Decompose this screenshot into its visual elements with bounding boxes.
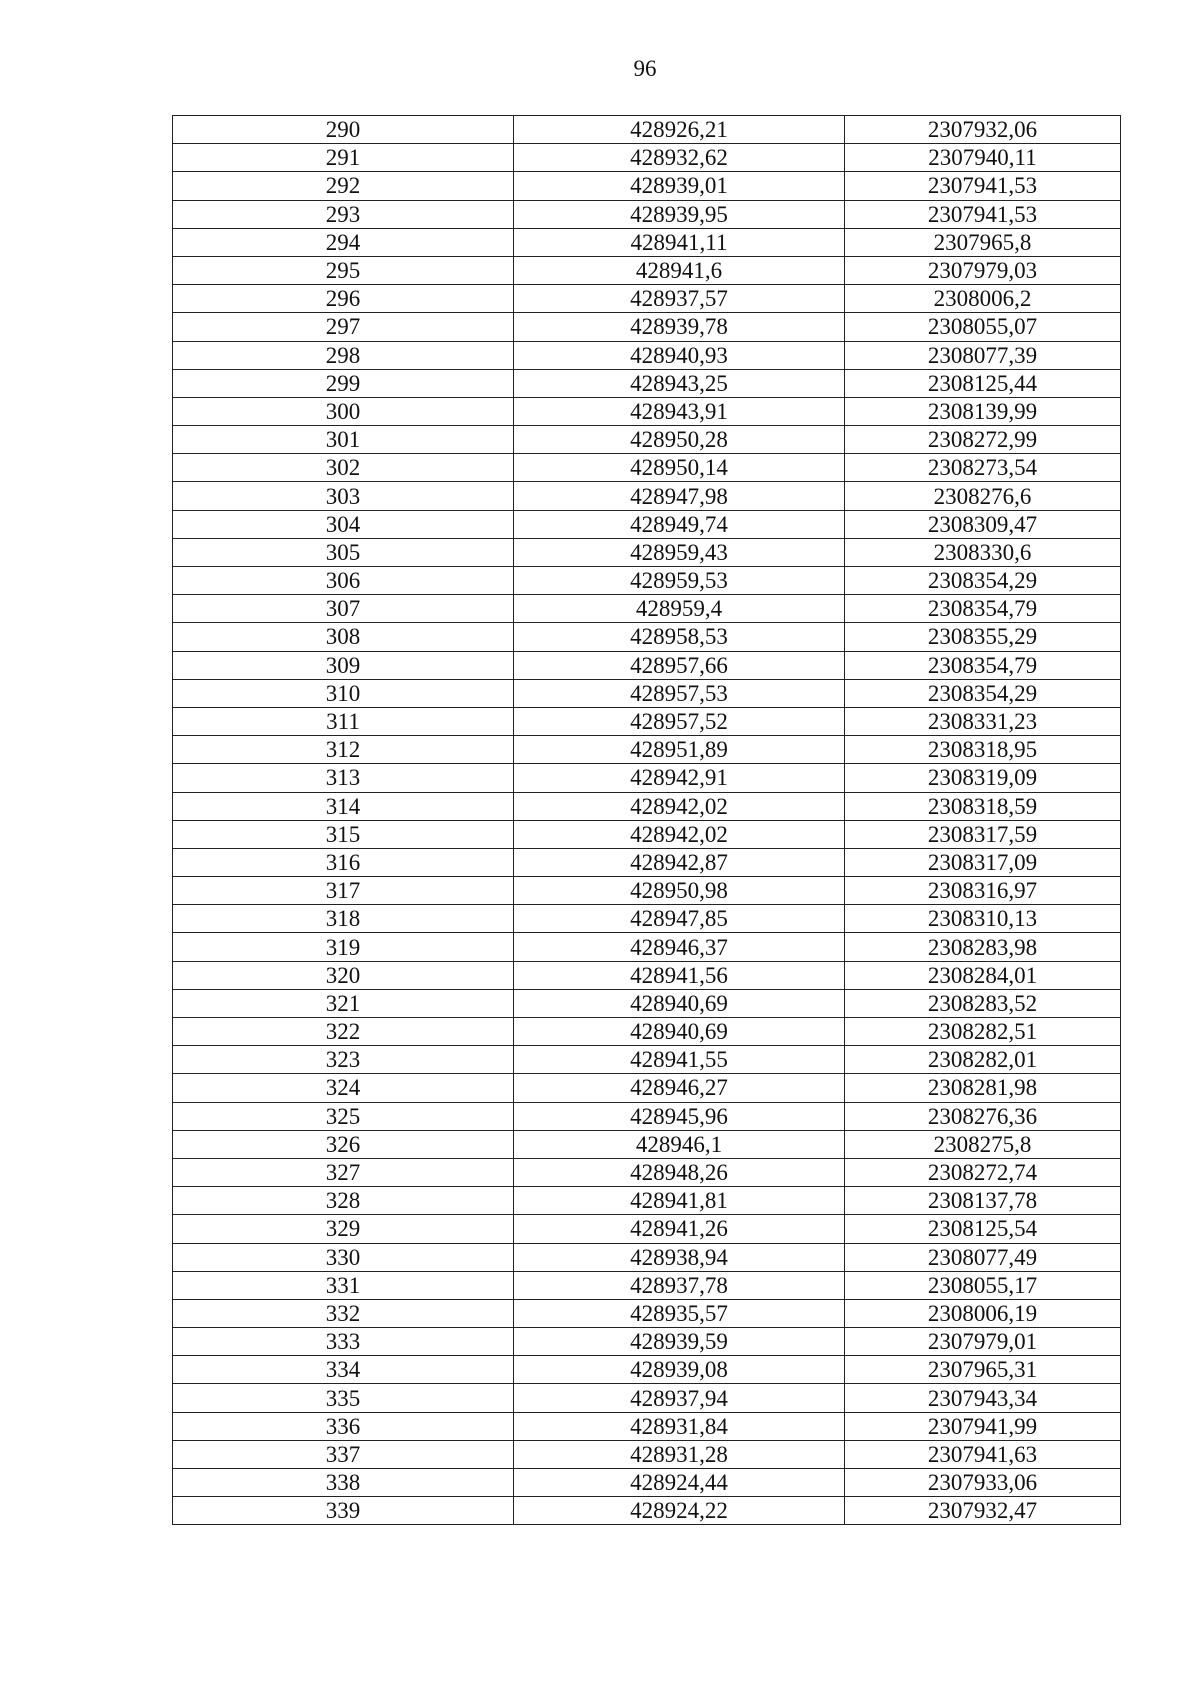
point-number-cell: 304 [173,510,514,538]
table-row [173,256,1121,284]
y-coordinate-cell: 2307941,99 [845,1412,1121,1440]
table-row [173,144,1121,172]
y-coordinate-cell: 2308283,52 [845,989,1121,1017]
point-number-cell: 310 [173,679,514,707]
y-coordinate-cell: 2308331,23 [845,707,1121,735]
y-coordinate-cell: 2308319,09 [845,764,1121,792]
y-coordinate-cell: 2307932,06 [845,116,1121,144]
x-coordinate-cell: 428924,44 [514,1469,845,1497]
point-number-cell: 317 [173,877,514,905]
point-number-cell: 294 [173,228,514,256]
point-number-cell: 316 [173,848,514,876]
table-row [173,200,1121,228]
table-row [173,707,1121,735]
point-number-cell: 311 [173,707,514,735]
point-number-cell: 293 [173,200,514,228]
point-number-cell: 313 [173,764,514,792]
point-number-cell: 336 [173,1412,514,1440]
x-coordinate-cell: 428959,53 [514,567,845,595]
table-row [173,397,1121,425]
y-coordinate-cell: 2308276,36 [845,1102,1121,1130]
x-coordinate-cell: 428926,21 [514,116,845,144]
y-coordinate-cell: 2308355,29 [845,623,1121,651]
table-row [173,1356,1121,1384]
x-coordinate-cell: 428959,4 [514,595,845,623]
y-coordinate-cell: 2308318,59 [845,792,1121,820]
y-coordinate-cell: 2307965,8 [845,228,1121,256]
point-number-cell: 290 [173,116,514,144]
x-coordinate-cell: 428941,11 [514,228,845,256]
table-row [173,228,1121,256]
x-coordinate-cell: 428941,26 [514,1215,845,1243]
point-number-cell: 337 [173,1440,514,1468]
point-number-cell: 295 [173,256,514,284]
x-coordinate-cell: 428947,85 [514,905,845,933]
y-coordinate-cell: 2308272,99 [845,426,1121,454]
point-number-cell: 300 [173,397,514,425]
x-coordinate-cell: 428949,74 [514,510,845,538]
x-coordinate-cell: 428938,94 [514,1243,845,1271]
x-coordinate-cell: 428947,98 [514,482,845,510]
point-number-cell: 297 [173,313,514,341]
point-number-cell: 314 [173,792,514,820]
point-number-cell: 307 [173,595,514,623]
x-coordinate-cell: 428943,91 [514,397,845,425]
table-row [173,820,1121,848]
x-coordinate-cell: 428942,02 [514,820,845,848]
table-row [173,1497,1121,1525]
x-coordinate-cell: 428939,59 [514,1328,845,1356]
y-coordinate-cell: 2308354,29 [845,567,1121,595]
x-coordinate-cell: 428957,53 [514,679,845,707]
table-row [173,1074,1121,1102]
point-number-cell: 296 [173,285,514,313]
y-coordinate-cell: 2308006,2 [845,285,1121,313]
table-row [173,989,1121,1017]
x-coordinate-cell: 428946,37 [514,933,845,961]
x-coordinate-cell: 428946,1 [514,1130,845,1158]
point-number-cell: 309 [173,651,514,679]
point-number-cell: 306 [173,567,514,595]
y-coordinate-cell: 2308281,98 [845,1074,1121,1102]
table-row [173,1440,1121,1468]
x-coordinate-cell: 428931,84 [514,1412,845,1440]
y-coordinate-cell: 2308276,6 [845,482,1121,510]
table-row [173,1271,1121,1299]
point-number-cell: 334 [173,1356,514,1384]
table-row [173,538,1121,566]
y-coordinate-cell: 2308282,01 [845,1046,1121,1074]
table-row [173,341,1121,369]
x-coordinate-cell: 428939,08 [514,1356,845,1384]
table-row [173,313,1121,341]
table-row [173,1215,1121,1243]
y-coordinate-cell: 2308273,54 [845,454,1121,482]
point-number-cell: 329 [173,1215,514,1243]
table-row [173,877,1121,905]
x-coordinate-cell: 428935,57 [514,1299,845,1327]
point-number-cell: 332 [173,1299,514,1327]
point-number-cell: 318 [173,905,514,933]
x-coordinate-cell: 428937,57 [514,285,845,313]
y-coordinate-cell: 2308318,95 [845,736,1121,764]
point-number-cell: 292 [173,172,514,200]
table-row [173,1328,1121,1356]
x-coordinate-cell: 428950,14 [514,454,845,482]
y-coordinate-cell: 2308077,39 [845,341,1121,369]
table-row [173,595,1121,623]
y-coordinate-cell: 2307965,31 [845,1356,1121,1384]
table-row [173,567,1121,595]
point-number-cell: 320 [173,961,514,989]
y-coordinate-cell: 2307941,63 [845,1440,1121,1468]
y-coordinate-cell: 2308125,44 [845,369,1121,397]
coordinates-table [172,115,1121,1525]
x-coordinate-cell: 428945,96 [514,1102,845,1130]
x-coordinate-cell: 428941,56 [514,961,845,989]
table-row [173,116,1121,144]
table-row [173,1158,1121,1186]
y-coordinate-cell: 2308316,97 [845,877,1121,905]
table-row [173,1187,1121,1215]
y-coordinate-cell: 2308310,13 [845,905,1121,933]
y-coordinate-cell: 2308354,79 [845,651,1121,679]
y-coordinate-cell: 2308283,98 [845,933,1121,961]
table-row [173,905,1121,933]
point-number-cell: 321 [173,989,514,1017]
point-number-cell: 302 [173,454,514,482]
x-coordinate-cell: 428942,02 [514,792,845,820]
table-row [173,1102,1121,1130]
y-coordinate-cell: 2307979,01 [845,1328,1121,1356]
x-coordinate-cell: 428950,28 [514,426,845,454]
y-coordinate-cell: 2308139,99 [845,397,1121,425]
x-coordinate-cell: 428939,78 [514,313,845,341]
table-row [173,1384,1121,1412]
table-row [173,172,1121,200]
point-number-cell: 298 [173,341,514,369]
x-coordinate-cell: 428937,94 [514,1384,845,1412]
x-coordinate-cell: 428931,28 [514,1440,845,1468]
point-number-cell: 305 [173,538,514,566]
x-coordinate-cell: 428951,89 [514,736,845,764]
x-coordinate-cell: 428959,43 [514,538,845,566]
y-coordinate-cell: 2308317,59 [845,820,1121,848]
x-coordinate-cell: 428957,52 [514,707,845,735]
point-number-cell: 315 [173,820,514,848]
x-coordinate-cell: 428957,66 [514,651,845,679]
table-row [173,848,1121,876]
y-coordinate-cell: 2308125,54 [845,1215,1121,1243]
table-row [173,510,1121,538]
x-coordinate-cell: 428941,55 [514,1046,845,1074]
table-row [173,454,1121,482]
table-row [173,679,1121,707]
table-row [173,651,1121,679]
x-coordinate-cell: 428937,78 [514,1271,845,1299]
point-number-cell: 303 [173,482,514,510]
x-coordinate-cell: 428939,95 [514,200,845,228]
table-row [173,1412,1121,1440]
table-row [173,1469,1121,1497]
x-coordinate-cell: 428948,26 [514,1158,845,1186]
x-coordinate-cell: 428943,25 [514,369,845,397]
y-coordinate-cell: 2308006,19 [845,1299,1121,1327]
y-coordinate-cell: 2308282,51 [845,1018,1121,1046]
table-row [173,792,1121,820]
point-number-cell: 326 [173,1130,514,1158]
y-coordinate-cell: 2308309,47 [845,510,1121,538]
x-coordinate-cell: 428940,93 [514,341,845,369]
y-coordinate-cell: 2308354,29 [845,679,1121,707]
y-coordinate-cell: 2307933,06 [845,1469,1121,1497]
point-number-cell: 328 [173,1187,514,1215]
coordinates-table-body [173,116,1121,1525]
point-number-cell: 301 [173,426,514,454]
x-coordinate-cell: 428940,69 [514,1018,845,1046]
y-coordinate-cell: 2308137,78 [845,1187,1121,1215]
y-coordinate-cell: 2307940,11 [845,144,1121,172]
x-coordinate-cell: 428941,81 [514,1187,845,1215]
y-coordinate-cell: 2307941,53 [845,200,1121,228]
x-coordinate-cell: 428924,22 [514,1497,845,1525]
table-row [173,961,1121,989]
table-row [173,736,1121,764]
y-coordinate-cell: 2307932,47 [845,1497,1121,1525]
point-number-cell: 330 [173,1243,514,1271]
x-coordinate-cell: 428942,91 [514,764,845,792]
table-row [173,933,1121,961]
x-coordinate-cell: 428958,53 [514,623,845,651]
point-number-cell: 308 [173,623,514,651]
point-number-cell: 325 [173,1102,514,1130]
x-coordinate-cell: 428939,01 [514,172,845,200]
y-coordinate-cell: 2308317,09 [845,848,1121,876]
point-number-cell: 291 [173,144,514,172]
table-row [173,369,1121,397]
y-coordinate-cell: 2307941,53 [845,172,1121,200]
point-number-cell: 299 [173,369,514,397]
y-coordinate-cell: 2308272,74 [845,1158,1121,1186]
y-coordinate-cell: 2308077,49 [845,1243,1121,1271]
table-row [173,1046,1121,1074]
table-row [173,285,1121,313]
x-coordinate-cell: 428946,27 [514,1074,845,1102]
x-coordinate-cell: 428941,6 [514,256,845,284]
point-number-cell: 322 [173,1018,514,1046]
point-number-cell: 319 [173,933,514,961]
point-number-cell: 333 [173,1328,514,1356]
y-coordinate-cell: 2308354,79 [845,595,1121,623]
y-coordinate-cell: 2308055,17 [845,1271,1121,1299]
point-number-cell: 312 [173,736,514,764]
x-coordinate-cell: 428940,69 [514,989,845,1017]
table-row [173,1018,1121,1046]
point-number-cell: 327 [173,1158,514,1186]
y-coordinate-cell: 2308330,6 [845,538,1121,566]
table-row [173,1130,1121,1158]
table-row [173,623,1121,651]
y-coordinate-cell: 2308284,01 [845,961,1121,989]
x-coordinate-cell: 428932,62 [514,144,845,172]
point-number-cell: 338 [173,1469,514,1497]
y-coordinate-cell: 2307943,34 [845,1384,1121,1412]
point-number-cell: 335 [173,1384,514,1412]
point-number-cell: 339 [173,1497,514,1525]
x-coordinate-cell: 428950,98 [514,877,845,905]
y-coordinate-cell: 2308055,07 [845,313,1121,341]
table-row [173,426,1121,454]
point-number-cell: 331 [173,1271,514,1299]
table-row [173,764,1121,792]
point-number-cell: 324 [173,1074,514,1102]
point-number-cell: 323 [173,1046,514,1074]
table-row [173,1299,1121,1327]
table-row [173,482,1121,510]
page-number: 96 [633,56,657,81]
y-coordinate-cell: 2308275,8 [845,1130,1121,1158]
table-row [173,1243,1121,1271]
y-coordinate-cell: 2307979,03 [845,256,1121,284]
x-coordinate-cell: 428942,87 [514,848,845,876]
